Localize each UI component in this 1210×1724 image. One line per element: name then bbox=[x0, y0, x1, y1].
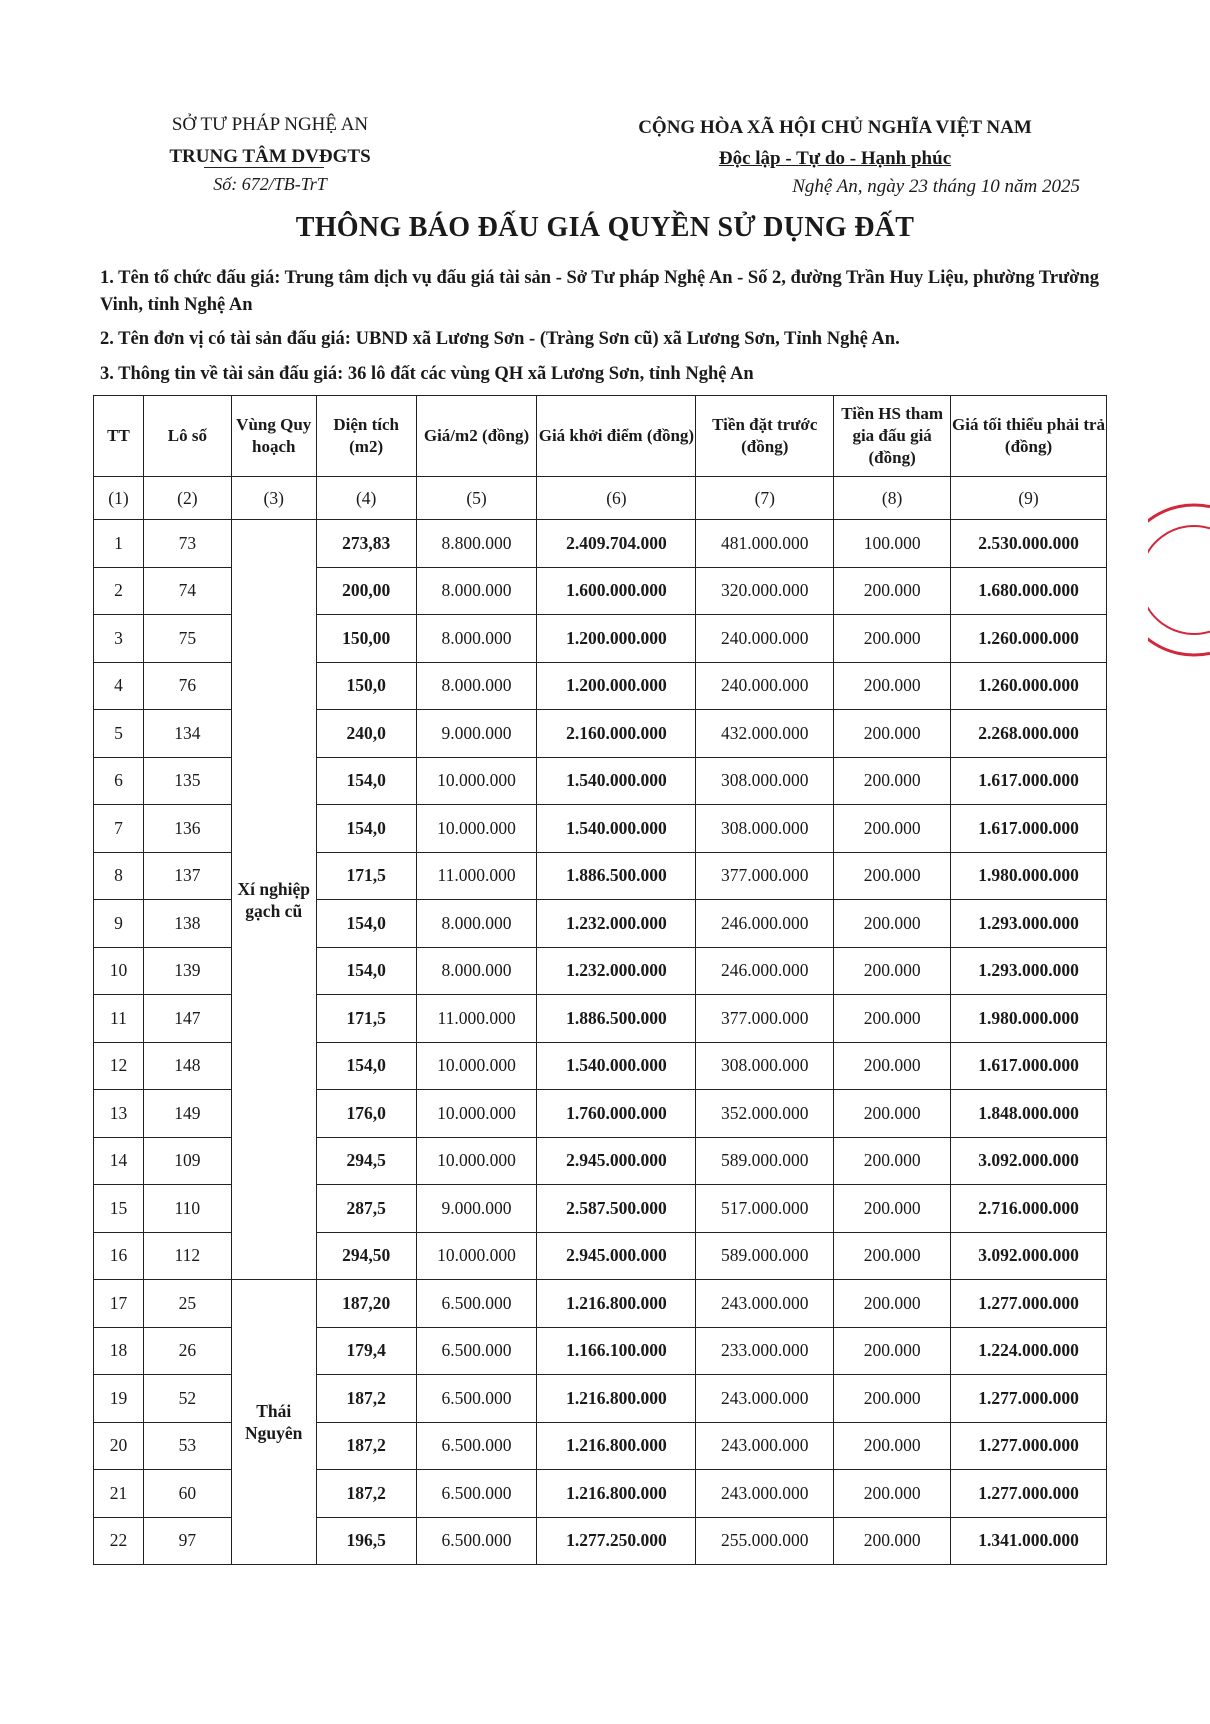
table-cell: 200.000 bbox=[834, 1422, 951, 1470]
table-cell: 377.000.000 bbox=[696, 852, 834, 900]
paragraph-3: 3. Thông tin về tài sản đấu giá: 36 lô đất các vùng QH xã Lương Sơn, tỉnh Nghệ An bbox=[100, 364, 754, 384]
table-cell: 200.000 bbox=[834, 805, 951, 853]
table-cell: 22 bbox=[94, 1517, 144, 1565]
table-cell: 154,0 bbox=[316, 947, 416, 995]
column-number: (8) bbox=[834, 477, 951, 520]
table-cell: 200.000 bbox=[834, 900, 951, 948]
table-cell: 2.530.000.000 bbox=[951, 520, 1107, 568]
table-cell: 1.617.000.000 bbox=[951, 1042, 1107, 1090]
table-cell: 7 bbox=[94, 805, 144, 853]
table-cell: 187,2 bbox=[316, 1470, 416, 1518]
table-cell: 1.260.000.000 bbox=[951, 662, 1107, 710]
table-cell: 179,4 bbox=[316, 1327, 416, 1375]
table-cell: 10.000.000 bbox=[416, 1042, 537, 1090]
table-cell: 187,20 bbox=[316, 1280, 416, 1328]
table-cell: 8.000.000 bbox=[416, 900, 537, 948]
table-cell: 187,2 bbox=[316, 1422, 416, 1470]
table-cell: 21 bbox=[94, 1470, 144, 1518]
table-cell: 1.277.000.000 bbox=[951, 1470, 1107, 1518]
table-cell: 12 bbox=[94, 1042, 144, 1090]
table-cell: 200,00 bbox=[316, 567, 416, 615]
table-cell: 149 bbox=[143, 1090, 231, 1138]
table-cell: 60 bbox=[143, 1470, 231, 1518]
table-cell: 6.500.000 bbox=[416, 1422, 537, 1470]
column-number: (6) bbox=[537, 477, 696, 520]
table-cell: 352.000.000 bbox=[696, 1090, 834, 1138]
table-cell: 243.000.000 bbox=[696, 1422, 834, 1470]
column-number: (2) bbox=[143, 477, 231, 520]
table-cell: 147 bbox=[143, 995, 231, 1043]
table-cell: 200.000 bbox=[834, 567, 951, 615]
table-cell: 11.000.000 bbox=[416, 995, 537, 1043]
table-cell: 246.000.000 bbox=[696, 900, 834, 948]
table-cell: 1.277.000.000 bbox=[951, 1375, 1107, 1423]
stamp-inner-ring bbox=[1148, 526, 1210, 634]
table-cell: 294,50 bbox=[316, 1232, 416, 1280]
table-cell: 110 bbox=[143, 1185, 231, 1233]
table-cell: 200.000 bbox=[834, 947, 951, 995]
column-number: (9) bbox=[951, 477, 1107, 520]
table-cell: 200.000 bbox=[834, 1280, 951, 1328]
table-cell: 377.000.000 bbox=[696, 995, 834, 1043]
table-cell: 240.000.000 bbox=[696, 615, 834, 663]
table-row bbox=[94, 520, 1107, 568]
table-cell: 3.092.000.000 bbox=[951, 1137, 1107, 1185]
table-cell: 200.000 bbox=[834, 1470, 951, 1518]
table-cell: 1.216.800.000 bbox=[537, 1375, 696, 1423]
column-header: Lô số bbox=[143, 396, 231, 477]
table-cell: 15 bbox=[94, 1185, 144, 1233]
column-number: (5) bbox=[416, 477, 537, 520]
table-cell: 243.000.000 bbox=[696, 1280, 834, 1328]
table-cell: 109 bbox=[143, 1137, 231, 1185]
table-cell: 10 bbox=[94, 947, 144, 995]
table-cell: 100.000 bbox=[834, 520, 951, 568]
table-cell: 2.945.000.000 bbox=[537, 1232, 696, 1280]
table-cell: 308.000.000 bbox=[696, 805, 834, 853]
column-header: Vùng Quy hoạch bbox=[231, 396, 316, 477]
table-cell: 154,0 bbox=[316, 900, 416, 948]
table-cell: 10.000.000 bbox=[416, 757, 537, 805]
table-cell: 1.260.000.000 bbox=[951, 615, 1107, 663]
table-cell: 3.092.000.000 bbox=[951, 1232, 1107, 1280]
table-cell: 18 bbox=[94, 1327, 144, 1375]
table-cell: 10.000.000 bbox=[416, 1232, 537, 1280]
table-cell: 200.000 bbox=[834, 757, 951, 805]
table-cell: 1.200.000.000 bbox=[537, 615, 696, 663]
table-cell: 308.000.000 bbox=[696, 757, 834, 805]
table-cell: 8.000.000 bbox=[416, 567, 537, 615]
table-cell: 1.848.000.000 bbox=[951, 1090, 1107, 1138]
table-cell: 200.000 bbox=[834, 662, 951, 710]
table-cell: 1.617.000.000 bbox=[951, 805, 1107, 853]
table-cell: 6.500.000 bbox=[416, 1375, 537, 1423]
table-cell: 137 bbox=[143, 852, 231, 900]
table-cell: 200.000 bbox=[834, 615, 951, 663]
table-cell: 1.886.500.000 bbox=[537, 995, 696, 1043]
table-cell: 8 bbox=[94, 852, 144, 900]
column-header: Giá/m2 (đồng) bbox=[416, 396, 537, 477]
table-cell: 26 bbox=[143, 1327, 231, 1375]
table-cell: 13 bbox=[94, 1090, 144, 1138]
table-cell: 150,00 bbox=[316, 615, 416, 663]
stamp-graphic bbox=[1148, 500, 1210, 660]
column-header: TT bbox=[94, 396, 144, 477]
table-cell: 200.000 bbox=[834, 710, 951, 758]
table-cell: 171,5 bbox=[316, 852, 416, 900]
column-number: (4) bbox=[316, 477, 416, 520]
table-cell: 243.000.000 bbox=[696, 1375, 834, 1423]
table-cell: 1.277.000.000 bbox=[951, 1422, 1107, 1470]
table-cell: 200.000 bbox=[834, 1042, 951, 1090]
official-stamp bbox=[1148, 500, 1210, 660]
table-cell: 74 bbox=[143, 567, 231, 615]
table-cell: 150,0 bbox=[316, 662, 416, 710]
table-cell: 200.000 bbox=[834, 1327, 951, 1375]
table-cell: 1.200.000.000 bbox=[537, 662, 696, 710]
table-cell: 75 bbox=[143, 615, 231, 663]
divider bbox=[204, 167, 324, 168]
column-number: (7) bbox=[696, 477, 834, 520]
table-cell: 6.500.000 bbox=[416, 1327, 537, 1375]
table-cell: 1.293.000.000 bbox=[951, 900, 1107, 948]
table-cell: 154,0 bbox=[316, 1042, 416, 1090]
table-cell: 1.341.000.000 bbox=[951, 1517, 1107, 1565]
table-row bbox=[94, 1280, 1107, 1328]
table-cell: 196,5 bbox=[316, 1517, 416, 1565]
table-cell: 200.000 bbox=[834, 1090, 951, 1138]
table-cell: 481.000.000 bbox=[696, 520, 834, 568]
table-cell: 432.000.000 bbox=[696, 710, 834, 758]
table-cell: 52 bbox=[143, 1375, 231, 1423]
column-header: Giá tối thiểu phải trả (đồng) bbox=[951, 396, 1107, 477]
auction-lots-table bbox=[93, 395, 1107, 1565]
table-cell: 154,0 bbox=[316, 805, 416, 853]
paragraph-2: 2. Tên đơn vị có tài sản đấu giá: UBND xã Lương Sơn - (Tràng Sơn cũ) xã Lương Sơn, Tỉnh Nghệ An. bbox=[100, 329, 900, 349]
table-cell: 10.000.000 bbox=[416, 1090, 537, 1138]
table-cell: 8.000.000 bbox=[416, 662, 537, 710]
table-cell: 246.000.000 bbox=[696, 947, 834, 995]
table-cell: 8.800.000 bbox=[416, 520, 537, 568]
table-cell: 112 bbox=[143, 1232, 231, 1280]
column-header: Giá khởi điểm (đồng) bbox=[537, 396, 696, 477]
table-cell: 240,0 bbox=[316, 710, 416, 758]
table-cell: 14 bbox=[94, 1137, 144, 1185]
table-cell: 2.587.500.000 bbox=[537, 1185, 696, 1233]
table-cell: 1.216.800.000 bbox=[537, 1280, 696, 1328]
table-cell: 8.000.000 bbox=[416, 947, 537, 995]
table-cell: 320.000.000 bbox=[696, 567, 834, 615]
table-cell: 9.000.000 bbox=[416, 1185, 537, 1233]
table-cell: 1.600.000.000 bbox=[537, 567, 696, 615]
table-cell: 9.000.000 bbox=[416, 710, 537, 758]
table-cell: 139 bbox=[143, 947, 231, 995]
table-cell: 2.268.000.000 bbox=[951, 710, 1107, 758]
table-cell: 187,2 bbox=[316, 1375, 416, 1423]
table-cell: 135 bbox=[143, 757, 231, 805]
table-cell: 255.000.000 bbox=[696, 1517, 834, 1565]
table-cell: 10.000.000 bbox=[416, 805, 537, 853]
table-cell: 3 bbox=[94, 615, 144, 663]
table-cell: 136 bbox=[143, 805, 231, 853]
national-motto: Độc lập - Tự do - Hạnh phúc bbox=[718, 148, 952, 169]
table-cell: 10.000.000 bbox=[416, 1137, 537, 1185]
table-cell: 11.000.000 bbox=[416, 852, 537, 900]
zone-cell: Xí nghiệp gạch cũ bbox=[231, 520, 316, 1280]
table-cell: 8.000.000 bbox=[416, 615, 537, 663]
table-cell: 200.000 bbox=[834, 852, 951, 900]
table-cell: 16 bbox=[94, 1232, 144, 1280]
table-cell: 97 bbox=[143, 1517, 231, 1565]
table-cell: 1.680.000.000 bbox=[951, 567, 1107, 615]
document-number: Số: 672/TB-TrT bbox=[213, 174, 327, 194]
table-cell: 1.886.500.000 bbox=[537, 852, 696, 900]
table-cell: 73 bbox=[143, 520, 231, 568]
table-cell: 1.980.000.000 bbox=[951, 852, 1107, 900]
page-title: THÔNG BÁO ĐẤU GIÁ QUYỀN SỬ DỤNG ĐẤT bbox=[295, 212, 915, 243]
table-cell: 233.000.000 bbox=[696, 1327, 834, 1375]
table-cell: 287,5 bbox=[316, 1185, 416, 1233]
table-cell: 200.000 bbox=[834, 1185, 951, 1233]
column-number: (1) bbox=[94, 477, 144, 520]
table-cell: 171,5 bbox=[316, 995, 416, 1043]
table-cell: 19 bbox=[94, 1375, 144, 1423]
table-cell: 25 bbox=[143, 1280, 231, 1328]
table-cell: 1 bbox=[94, 520, 144, 568]
national-title: CỘNG HÒA XÃ HỘI CHỦ NGHĨA VIỆT NAM bbox=[638, 117, 1032, 138]
table-cell: 53 bbox=[143, 1422, 231, 1470]
table-cell: 1.760.000.000 bbox=[537, 1090, 696, 1138]
table-cell: 76 bbox=[143, 662, 231, 710]
table-cell: 200.000 bbox=[834, 1517, 951, 1565]
table-cell: 6 bbox=[94, 757, 144, 805]
table-cell: 6.500.000 bbox=[416, 1280, 537, 1328]
table-cell: 2.945.000.000 bbox=[537, 1137, 696, 1185]
table-cell: 176,0 bbox=[316, 1090, 416, 1138]
table-cell: 17 bbox=[94, 1280, 144, 1328]
table-cell: 134 bbox=[143, 710, 231, 758]
table-cell: 200.000 bbox=[834, 1137, 951, 1185]
table-cell: 1.277.250.000 bbox=[537, 1517, 696, 1565]
center-name: TRUNG TÂM DVĐGTS bbox=[169, 146, 371, 167]
table-cell: 1.166.100.000 bbox=[537, 1327, 696, 1375]
table-cell: 1.540.000.000 bbox=[537, 805, 696, 853]
column-number: (3) bbox=[231, 477, 316, 520]
table-cell: 1.293.000.000 bbox=[951, 947, 1107, 995]
table-cell: 200.000 bbox=[834, 995, 951, 1043]
table-cell: 243.000.000 bbox=[696, 1470, 834, 1518]
table-cell: 200.000 bbox=[834, 1232, 951, 1280]
table-cell: 11 bbox=[94, 995, 144, 1043]
table-cell: 294,5 bbox=[316, 1137, 416, 1185]
table-cell: 2.409.704.000 bbox=[537, 520, 696, 568]
table-cell: 240.000.000 bbox=[696, 662, 834, 710]
table-cell: 4 bbox=[94, 662, 144, 710]
zone-cell: Thái Nguyên bbox=[231, 1280, 316, 1565]
table-cell: 9 bbox=[94, 900, 144, 948]
column-header: Diện tích (m2) bbox=[316, 396, 416, 477]
document-date: Nghệ An, ngày 23 tháng 10 năm 2025 bbox=[792, 176, 1080, 197]
table-cell: 6.500.000 bbox=[416, 1470, 537, 1518]
table-cell: 2.716.000.000 bbox=[951, 1185, 1107, 1233]
table-cell: 138 bbox=[143, 900, 231, 948]
table-cell: 154,0 bbox=[316, 757, 416, 805]
paragraph-1: 1. Tên tổ chức đấu giá: Trung tâm dịch vụ đấu giá tài sản - Sở Tư pháp Nghệ An - Số 2, đường Trần Huy Liệu, phường Trường Vinh, tỉnh Nghệ An bbox=[100, 268, 1099, 315]
table-cell: 1.216.800.000 bbox=[537, 1422, 696, 1470]
table-cell: 148 bbox=[143, 1042, 231, 1090]
table-cell: 2.160.000.000 bbox=[537, 710, 696, 758]
agency-name: SỞ TƯ PHÁP NGHỆ AN bbox=[171, 114, 369, 135]
table-cell: 6.500.000 bbox=[416, 1517, 537, 1565]
table-cell: 1.540.000.000 bbox=[537, 1042, 696, 1090]
table-cell: 1.540.000.000 bbox=[537, 757, 696, 805]
column-header: Tiền đặt trước (đồng) bbox=[696, 396, 834, 477]
table-cell: 1.232.000.000 bbox=[537, 900, 696, 948]
table-cell: 1.277.000.000 bbox=[951, 1280, 1107, 1328]
table-cell: 200.000 bbox=[834, 1375, 951, 1423]
table-cell: 5 bbox=[94, 710, 144, 758]
column-header: Tiền HS tham gia đấu giá (đồng) bbox=[834, 396, 951, 477]
table-cell: 1.224.000.000 bbox=[951, 1327, 1107, 1375]
table-cell: 589.000.000 bbox=[696, 1137, 834, 1185]
table-cell: 517.000.000 bbox=[696, 1185, 834, 1233]
table-cell: 2 bbox=[94, 567, 144, 615]
table-cell: 308.000.000 bbox=[696, 1042, 834, 1090]
table-cell: 20 bbox=[94, 1422, 144, 1470]
table-cell: 1.216.800.000 bbox=[537, 1470, 696, 1518]
table-cell: 1.617.000.000 bbox=[951, 757, 1107, 805]
table-cell: 1.232.000.000 bbox=[537, 947, 696, 995]
table-cell: 589.000.000 bbox=[696, 1232, 834, 1280]
table-cell: 273,83 bbox=[316, 520, 416, 568]
table-cell: 1.980.000.000 bbox=[951, 995, 1107, 1043]
